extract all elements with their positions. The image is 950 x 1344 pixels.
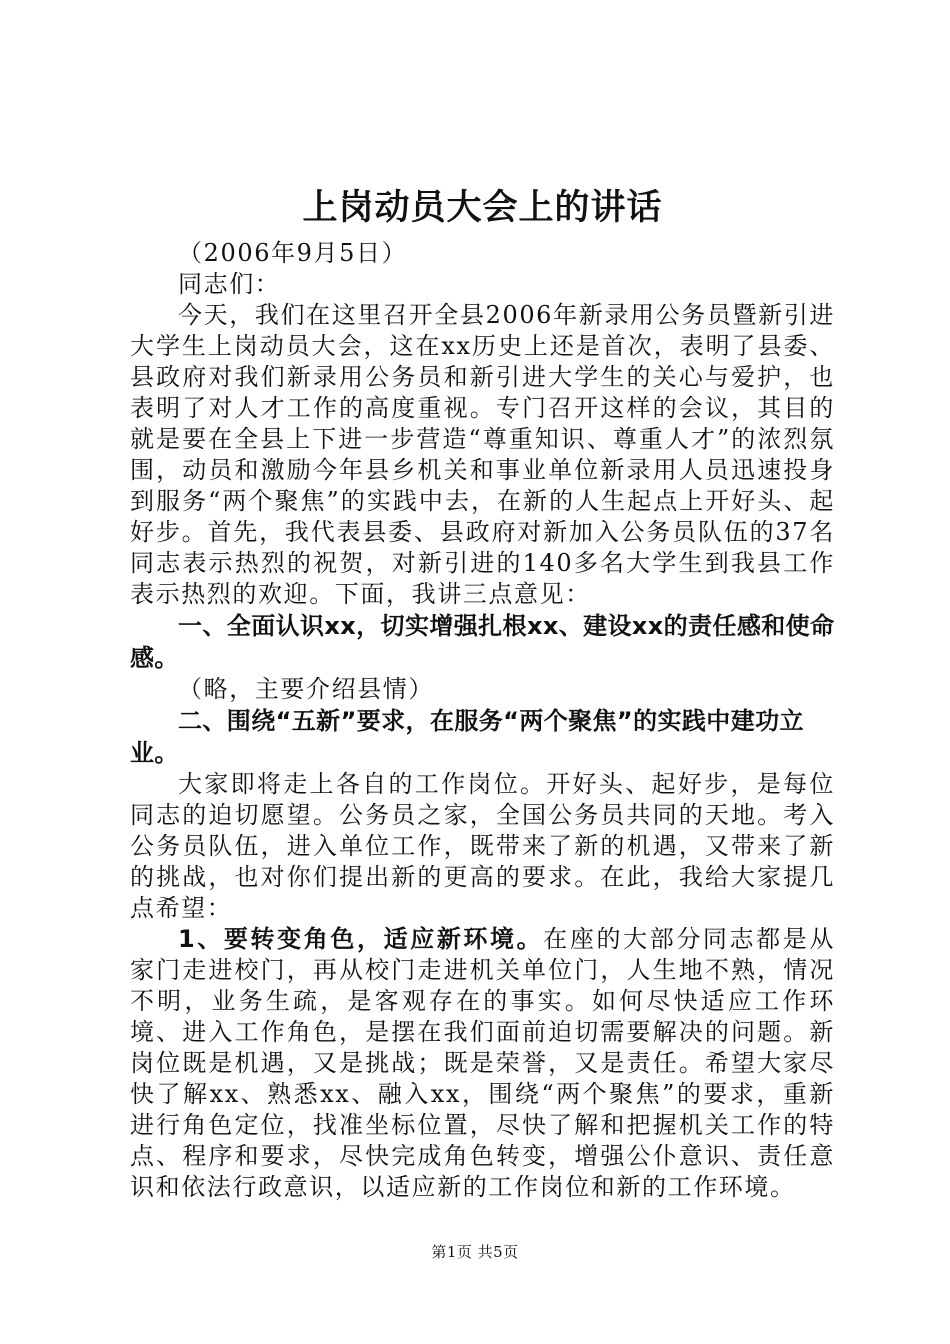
speech-date: （2006年9月5日） [178, 239, 408, 267]
point-1-lead: 1、要转变角色，适应新环境。 [178, 925, 544, 953]
point-1-paragraph [130, 924, 835, 1203]
section-note-1: （略，主要介绍县情） [178, 675, 434, 703]
section-heading-2: 二、围绕“五新”要求，在服务“两个聚焦”的实践中建功立业。 [130, 707, 804, 767]
page-footer: 第1页 共5页 [431, 1243, 519, 1261]
section-heading-1: 一、全面认识xx，切实增强扎根xx、建设xx的责任感和使命感。 [130, 612, 835, 672]
section-paragraph-2: 大家即将走上各自的工作岗位。开好头、起好步，是每位同志的迫切愿望。公务员之家，全国公务员共同的天地。考入公务员队伍，进入单位工作，既带来了新的机遇，又带来了新的挑战，也对你们提出新的更高的要求。在此，我给大家提几点希望： [130, 770, 835, 922]
intro-paragraph: 今天，我们在这里召开全县2006年新录用公务员暨新引进大学生上岗动员大会，这在xx历史上还是首次，表明了县委、县政府对我们新录用公务员和新引进大学生的关心与爱护，也表明了对人才工作的高度重视。专门召开这样的会议，其目的就是要在全县上下进一步营造“尊重知识、尊重人才”的浓烈氛围，动员和激励今年县乡机关和事业单位新录用人员迅速投身到服务“两个聚焦”的实践中去，在新的人生起点上开好头、起好步。首先，我代表县委、县政府对新加入公务员队伍的37名同志表示热烈的祝贺，对新引进的140多名大学生到我县工作表示热烈的欢迎。下面，我讲三点意见： [130, 301, 835, 608]
document-title: 上岗动员大会上的讲话 [302, 188, 663, 228]
salutation: 同志们： [178, 270, 281, 298]
point-1-body: 在座的大部分同志都是从家门走进校门，再从校门走进机关单位门，人生地不熟，情况不明，业务生疏，是客观存在的事实。如何尽快适应工作环境、进入工作角色，是摆在我们面前迫切需要解决的问题。新岗位既是机遇，又是挑战；既是荣誉，又是责任。希望大家尽快了解xx、熟悉xx、融入xx，围绕“两个聚焦”的要求，重新进行角色定位，找准坐标位置，尽快了解和把握机关工作的特点、程序和要求，尽快完成角色转变，增强公仆意识、责任意识和依法行政意识，以适应新的工作岗位和新的工作环境。 [130, 925, 835, 1201]
document-page [130, 178, 835, 1203]
